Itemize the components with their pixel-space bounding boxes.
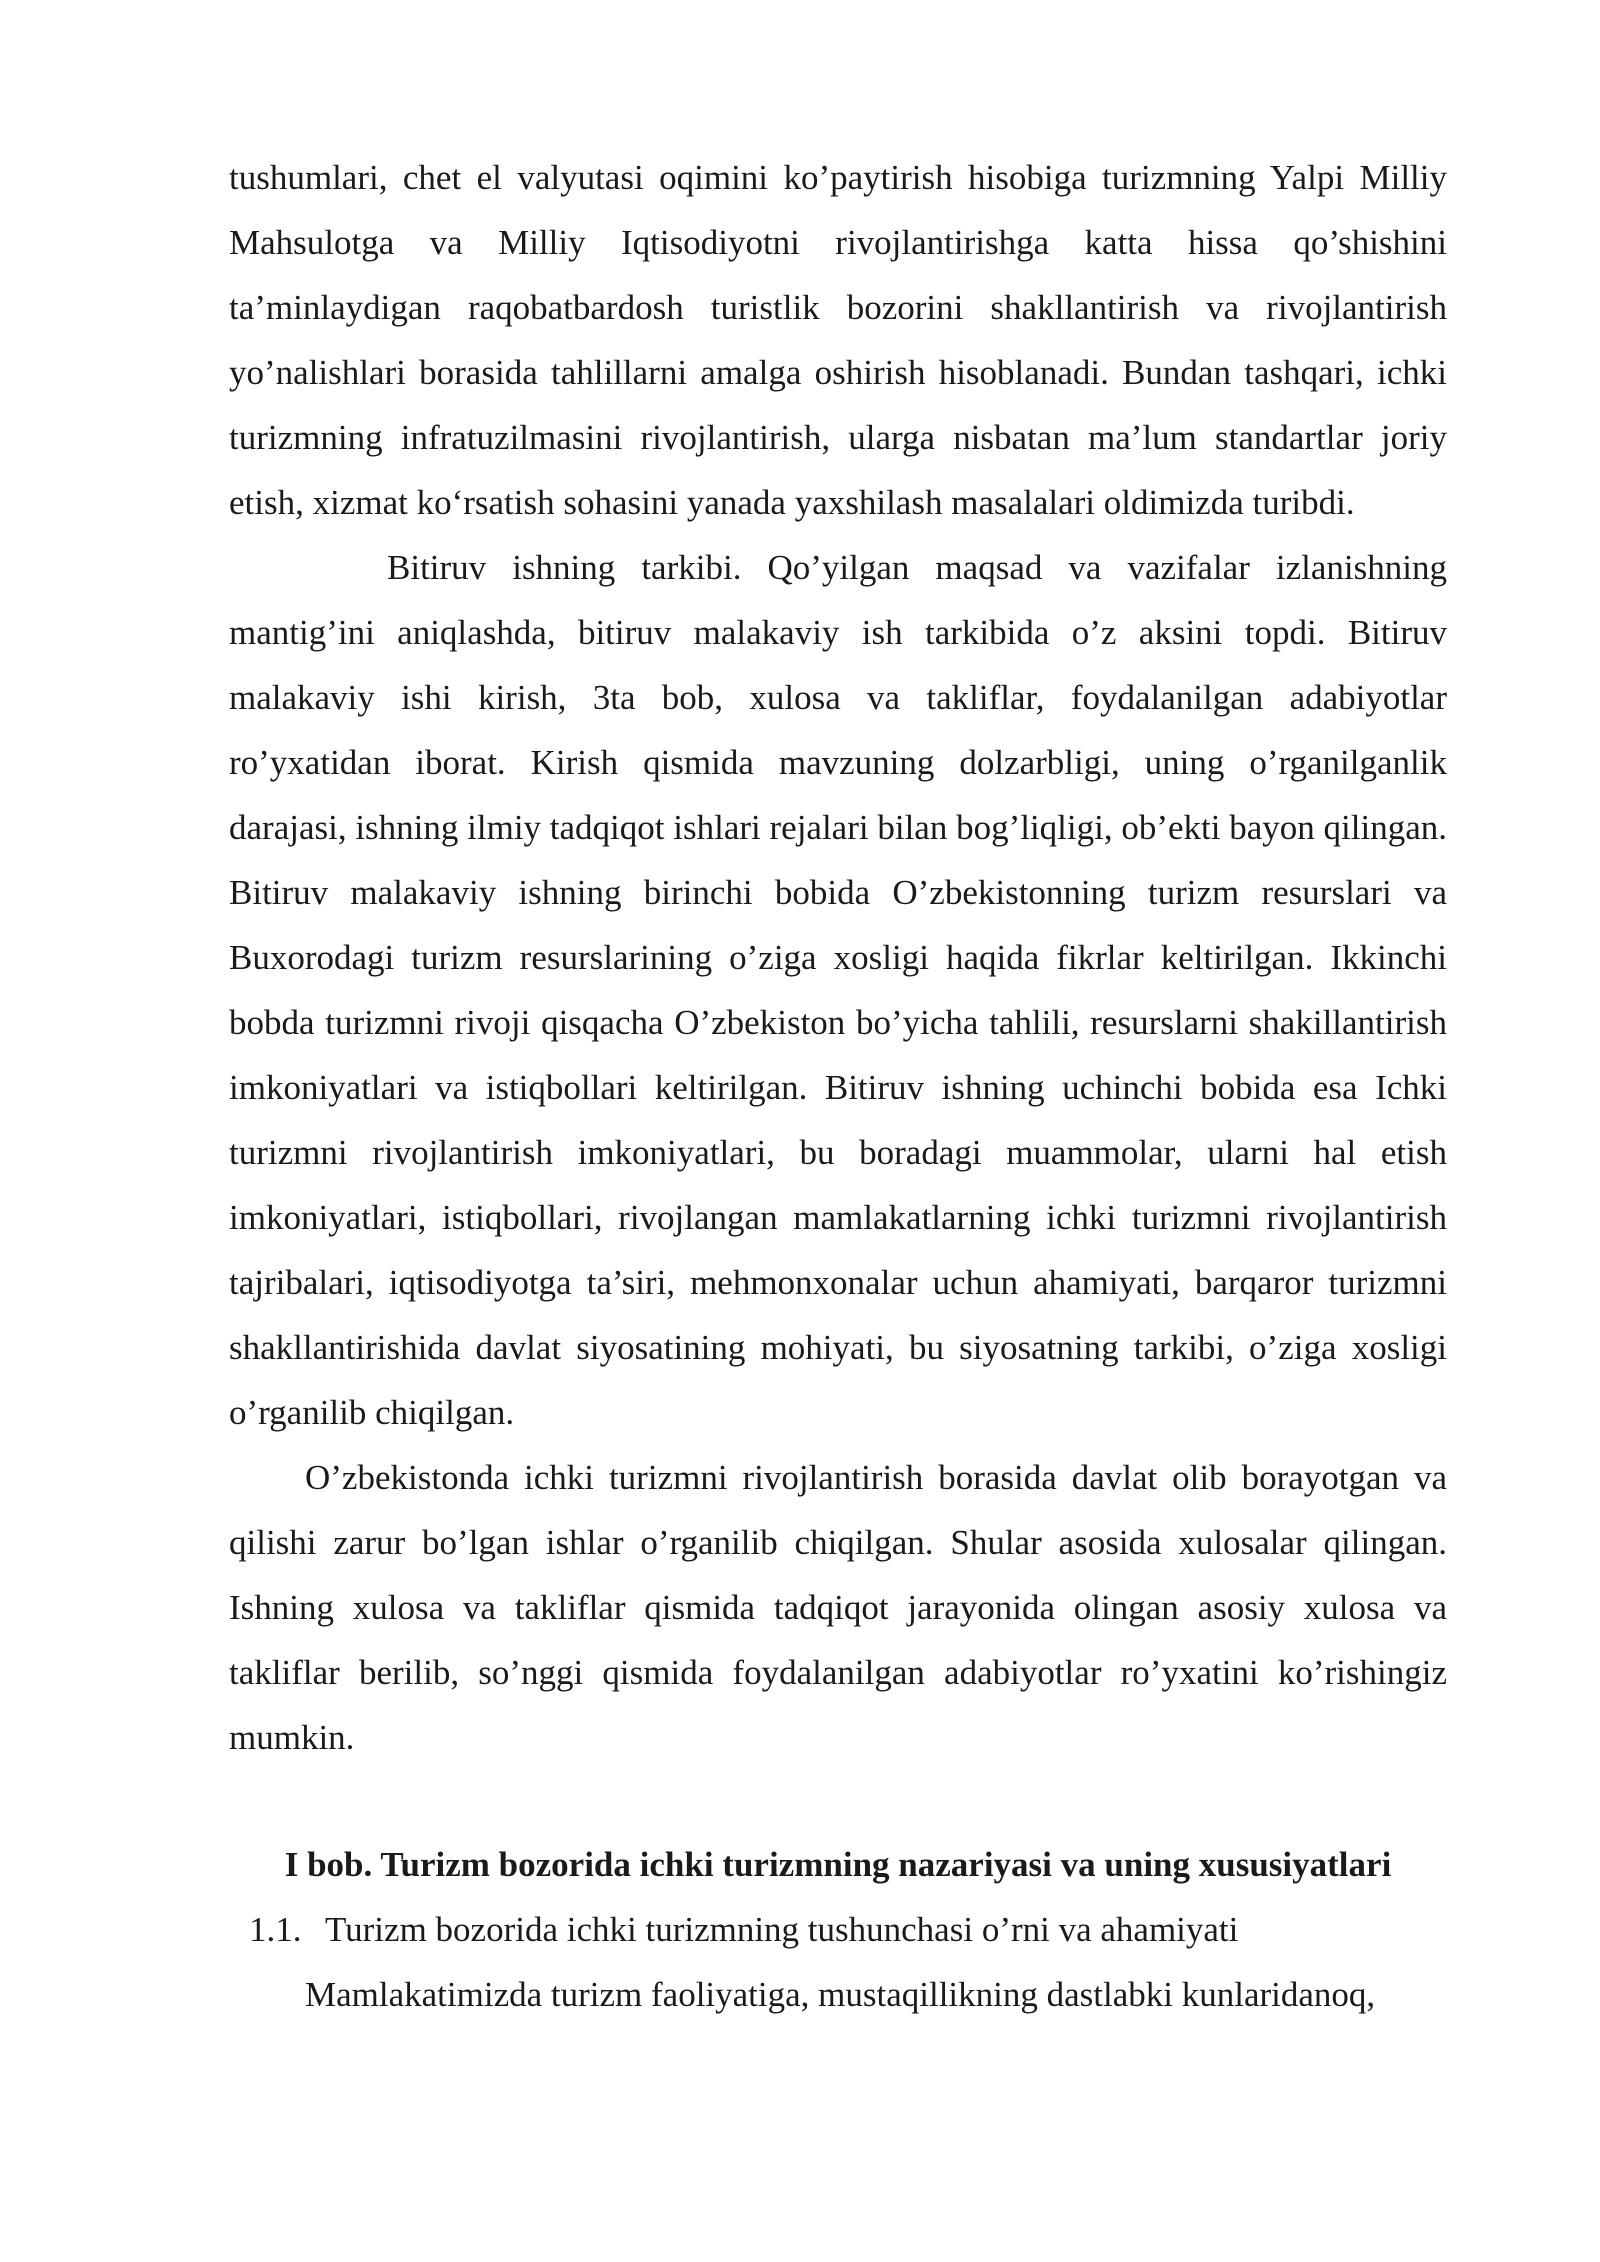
paragraph-thesis-structure: Bitiruv ishning tarkibi. Qo’yilgan maqsad va vazifalar izlanishning mantig’ini aniqlashda, bitiruv malakaviy ish tarkibida o’z aksini topdi. Bitiruv malakaviy ishi kirish, 3ta bob, xulosa va takliflar, foydalanilgan adabiyotlar ro’yxatidan iborat. Kirish qismida mavzuning dolzarbligi, uning o’rganilganlik darajasi, ishning ilmiy tadqiqot ishlari rejalari bilan bog’liqligi, ob’ekti bayon qilingan. Bitiruv malakaviy ishning birinchi bobida O’zbekistonning turizm resurslari va Buxorodagi turizm resurslarining o’ziga xosligi haqida fikrlar keltirilgan. Ikkinchi bobda turizmni rivoji qisqacha O’zbekiston bo’yicha tahlili, resurslarni shakillantirish imkoniyatlari va istiqbollari keltirilgan. Bitiruv ishning uchinchi bobida esa Ichki turizmni rivojlantirish imkoniyatlari, bu boradagi muammolar, ularni hal etish imkoniyatlari, istiqbollari, rivojlangan mamlakatlarning ichki turizmni rivojlantirish tajribalari, iqtisodiyotga ta’siri, mehmonxonalar uchun ahamiyati, barqaror turizmni shakllantirishida davlat siyosatining mohiyati, bu siyosatning tarkibi, o’ziga xosligi o’rganilib chiqilgan. bbox=[229, 548, 1447, 1432]
paragraph-section-start: Mamlakatimizda turizm faoliyatiga, mustaqillikning dastlabki kunlaridanoq, bbox=[305, 1975, 1376, 2014]
paragraph-conclusions-summary: O’zbekistonda ichki turizmni rivojlantirish borasida davlat olib borayotgan va qilishi zarur bo’lgan ishlar o’rganilib chiqilgan. Shular asosida xulosalar qilingan. Ishning xulosa va takliflar qismida tadqiqot jarayonida olingan asosiy xulosa va takliflar berilib, so’nggi qismida foydalanilgan adabiyotlar ro’yxatini ko’rishingiz mumkin. bbox=[229, 1458, 1447, 1757]
document-page bbox=[229, 145, 1447, 2027]
section-heading bbox=[229, 1897, 1447, 1962]
chapter-heading: I bob. Turizm bozorida ichki turizmning nazariyasi va uning xususiyatlari bbox=[284, 1845, 1392, 1884]
section-title: Turizm bozorida ichki turizmning tushunchasi o’rni va ahamiyati bbox=[325, 1910, 1239, 1949]
section-number: 1.1. bbox=[249, 1910, 302, 1949]
paragraph-intro-continuation: tushumlari, chet el valyutasi oqimini ko’paytirish hisobiga turizmning Yalpi Milliy Mahsulotga va Milliy Iqtisodiyotni rivojlantirishga katta hissa qo’shishini ta’minlaydigan raqobatbardosh turistlik bozorini shakllantirish va rivojlantirish yo’nalishlari borasida tahlillarni amalga oshirish hisoblanadi. Bundan tashqari, ichki turizmning infratuzilmasini rivojlantirish, ularga nisbatan ma’lum standartlar joriy etish, xizmat ko‘rsatish sohasini yanada yaxshilash masalalari oldimizda turibdi. bbox=[229, 158, 1447, 522]
